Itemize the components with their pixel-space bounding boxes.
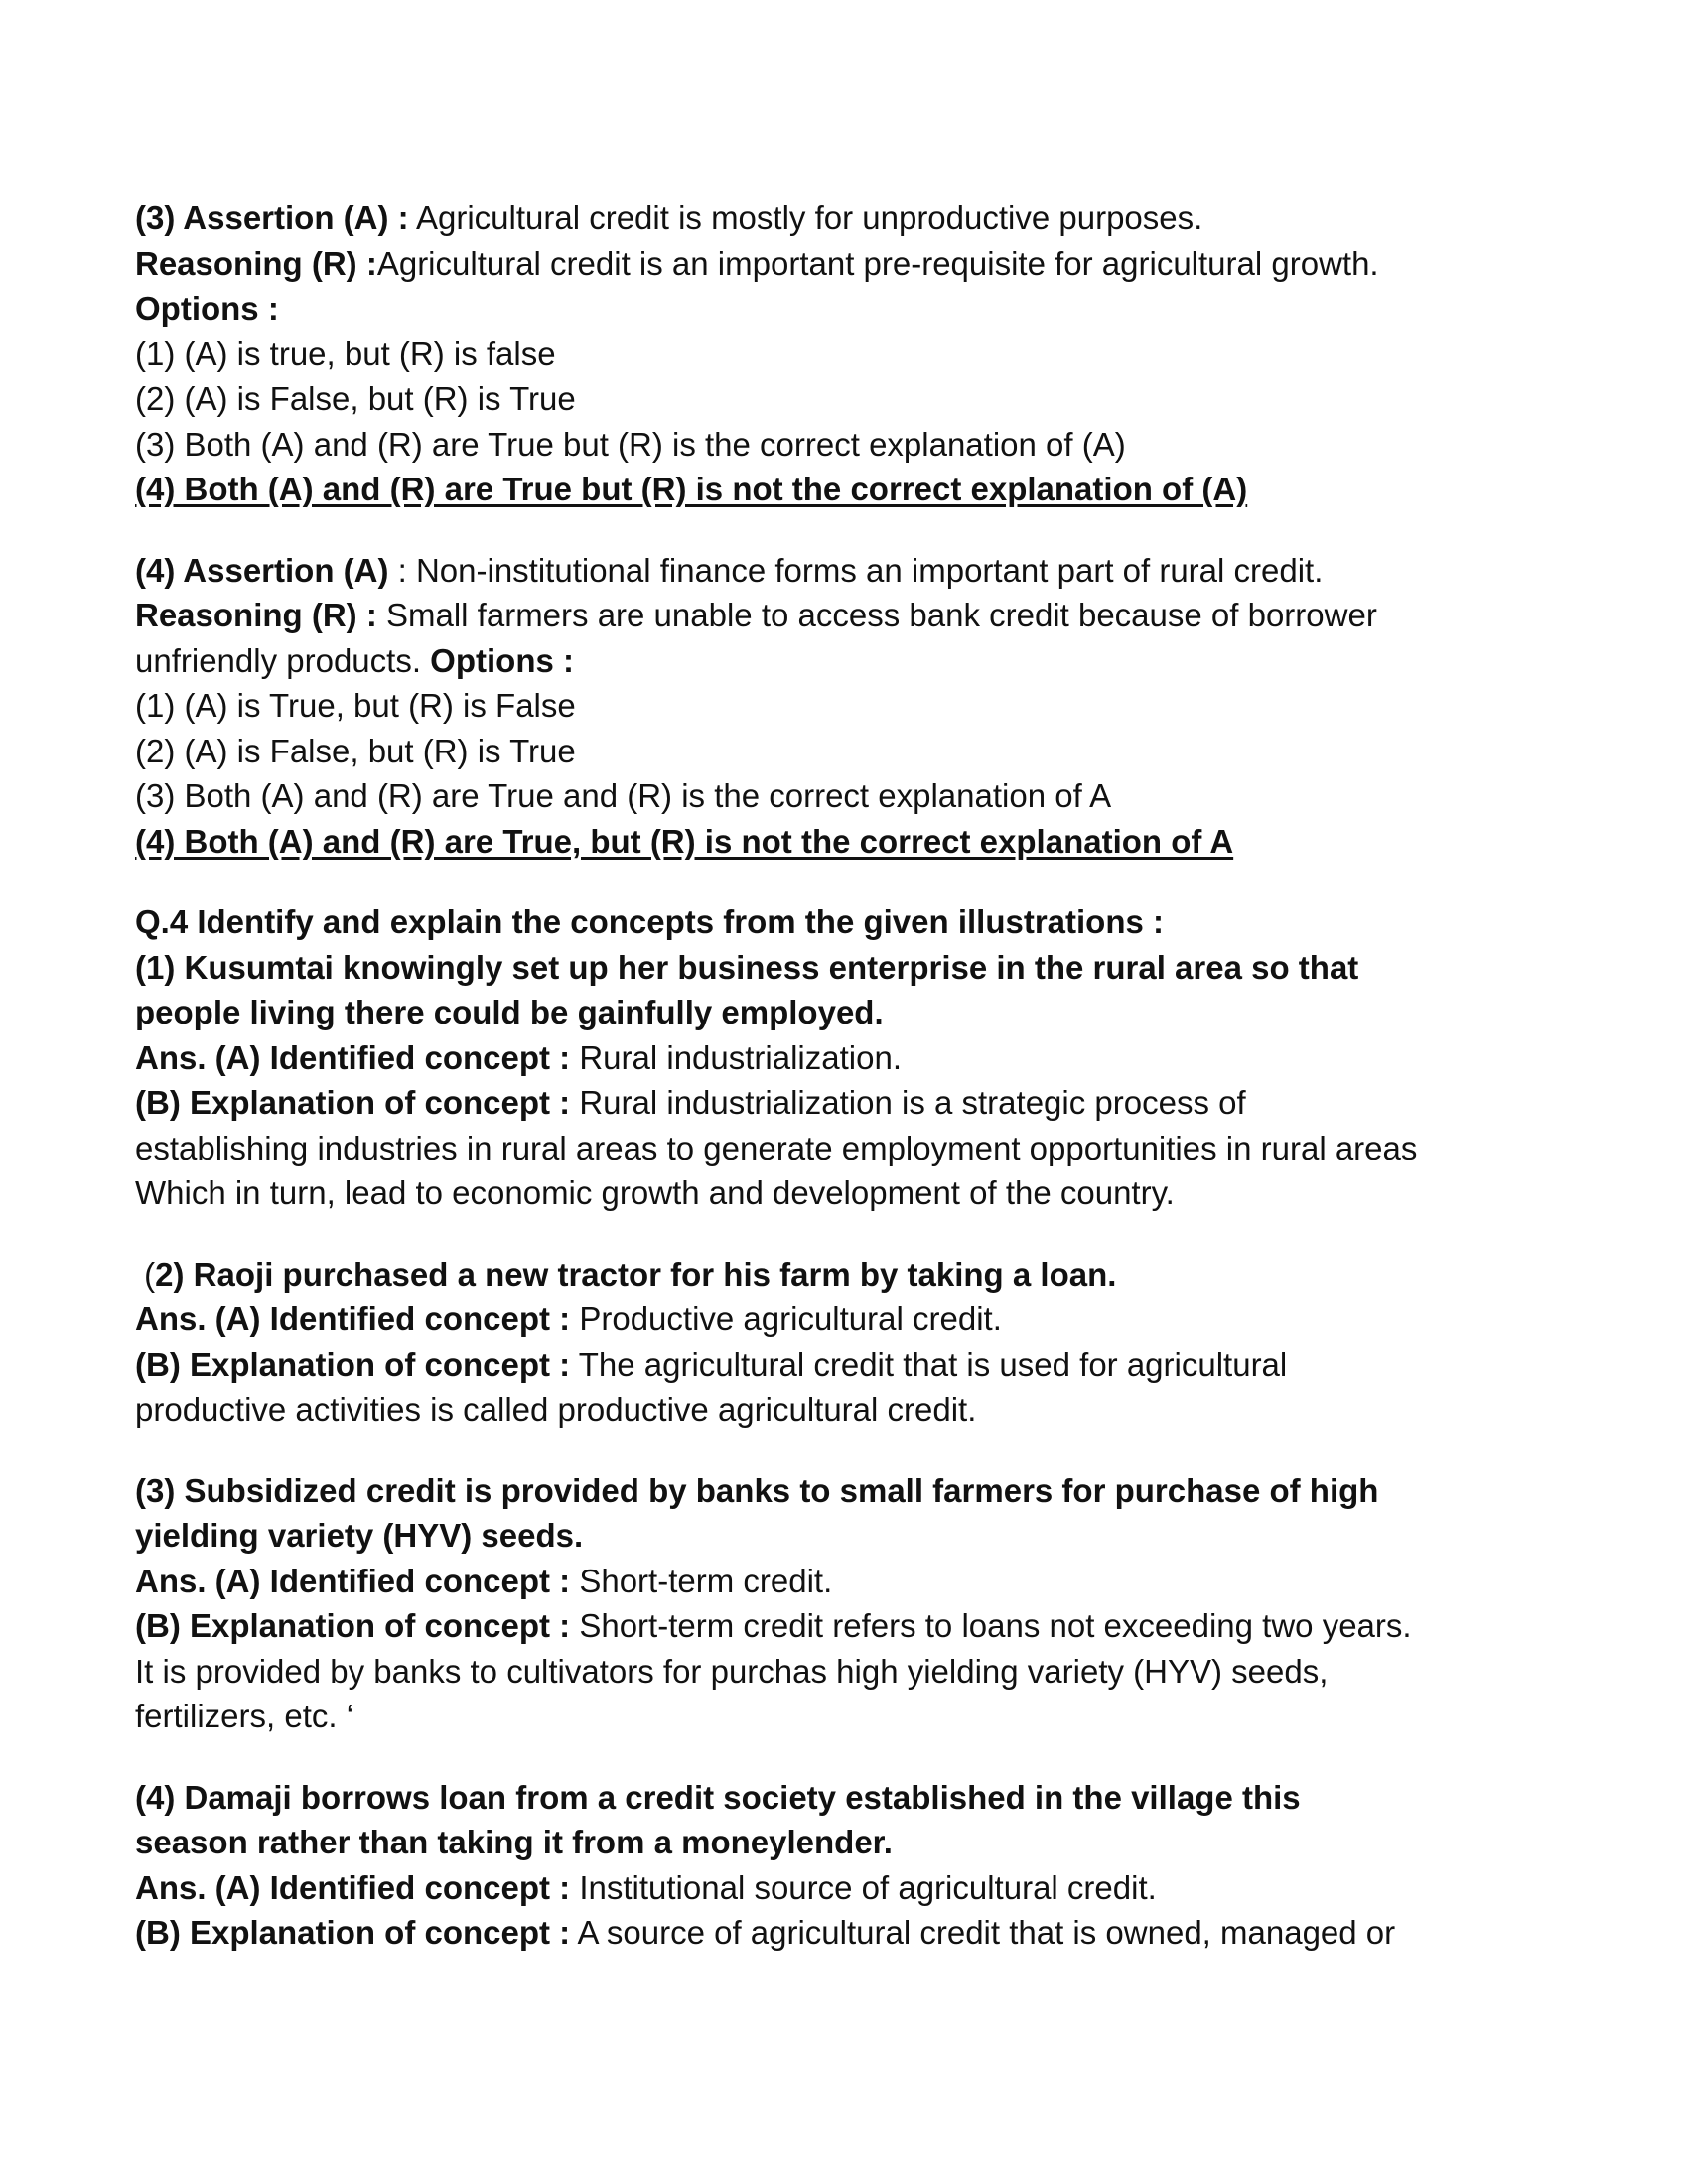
reasoning-text: Small farmers are unable to access bank credit because of borrower [376, 597, 1377, 633]
question-open-paren: ( [135, 1255, 156, 1293]
identified-text: Short-term credit. [570, 1562, 833, 1599]
question-line: yielding variety (HYV) seeds. [135, 1517, 584, 1554]
identified-label: Ans. (A) Identified concept : [135, 1562, 571, 1599]
identified-text: Rural industrialization. [570, 1038, 902, 1076]
reasoning-continuation [135, 638, 1565, 684]
identified-concept [135, 1297, 1565, 1342]
identified-concept [135, 1035, 1565, 1081]
explanation-text: A source of agricultural credit that is owned, managed or [570, 1914, 1396, 1951]
correct-answer: (4) Both (A) and (R) are True, but (R) is not the correct explanation of A [135, 822, 1234, 860]
explanation-text: Short-term credit refers to loans not exceeding two years. [570, 1607, 1412, 1644]
reasoning-line [135, 241, 1565, 287]
explanation-label: (B) Explanation of concept : [135, 1607, 571, 1644]
q4-item-2 [135, 1252, 1565, 1433]
option-1: (1) (A) is true, but (R) is false [135, 335, 556, 372]
options-label: Options : [430, 641, 574, 679]
assertion-text: Agricultural credit is mostly for unproductive purposes. [408, 200, 1203, 236]
explanation-line [135, 1080, 1565, 1126]
question-line: (3) Subsidized credit is provided by banks to small farmers for purchase of high [135, 1471, 1379, 1509]
option-3: (3) Both (A) and (R) are True but (R) is the correct explanation of (A) [135, 425, 1126, 463]
explanation-line [135, 1603, 1565, 1649]
explanation-text: fertilizers, etc. ‘ [135, 1698, 354, 1734]
explanation-label: (B) Explanation of concept : [135, 1345, 571, 1383]
option-2: (2) (A) is False, but (R) is True [135, 732, 576, 769]
explanation-text: establishing industries in rural areas to generate employment opportunities in rural areas [135, 1129, 1418, 1166]
assertion-line [135, 196, 1565, 241]
assertion-block-4 [135, 548, 1565, 865]
identified-concept [135, 1865, 1565, 1911]
explanation-label: (B) Explanation of concept : [135, 1084, 571, 1121]
identified-concept [135, 1559, 1565, 1604]
explanation-text: Rural industrialization is a strategic process of [570, 1084, 1246, 1121]
identified-text: Institutional source of agricultural credit. [570, 1868, 1157, 1906]
option-2: (2) (A) is False, but (R) is True [135, 380, 576, 417]
q4-heading: Q.4 Identify and explain the concepts from the given illustrations : [135, 903, 1165, 940]
option-3: (3) Both (A) and (R) are True and (R) is the correct explanation of A [135, 777, 1112, 814]
reasoning-text-cont: unfriendly products. [135, 641, 431, 679]
assertion-label: (3) Assertion (A) : [135, 200, 409, 236]
question-line: people living there could be gainfully employed. [135, 994, 884, 1030]
q4-item-1 [135, 945, 1565, 1216]
identified-label: Ans. (A) Identified concept : [135, 1300, 571, 1337]
document-page [135, 196, 1565, 1956]
option-1: (1) (A) is True, but (R) is False [135, 687, 576, 724]
reasoning-text: Agricultural credit is an important pre-requisite for agricultural growth. [376, 244, 1379, 282]
reasoning-line [135, 593, 1565, 638]
options-label: Options : [135, 290, 279, 327]
identified-label: Ans. (A) Identified concept : [135, 1868, 571, 1906]
identified-label: Ans. (A) Identified concept : [135, 1038, 571, 1076]
explanation-text: It is provided by banks to cultivators for purchas high yielding variety (HYV) seeds, [135, 1652, 1329, 1690]
q4-item-3 [135, 1468, 1565, 1739]
explanation-text: Which in turn, lead to economic growth and development of the country. [135, 1174, 1175, 1211]
explanation-text: productive activities is called productive agricultural credit. [135, 1391, 977, 1428]
q4-section [135, 899, 1565, 1956]
assertion-line [135, 548, 1565, 594]
question-line: season rather than taking it from a moneylender. [135, 1824, 893, 1860]
explanation-label: (B) Explanation of concept : [135, 1914, 571, 1951]
reasoning-label: Reasoning (R) : [135, 597, 377, 633]
identified-text: Productive agricultural credit. [570, 1300, 1002, 1337]
explanation-line [135, 1342, 1565, 1388]
question-text: 2) Raoji purchased a new tractor for his farm by taking a loan. [155, 1255, 1117, 1293]
q4-item-4 [135, 1775, 1565, 1956]
question-line: (1) Kusumtai knowingly set up her business enterprise in the rural area so that [135, 948, 1359, 986]
question-line: (4) Damaji borrows loan from a credit society established in the village this [135, 1778, 1301, 1816]
reasoning-label: Reasoning (R) : [135, 244, 377, 282]
assertion-block-3 [135, 196, 1565, 512]
assertion-label: (4) Assertion (A) [135, 551, 389, 589]
explanation-text: The agricultural credit that is used for agricultural [570, 1345, 1288, 1383]
question-line [135, 1252, 1565, 1297]
assertion-text: : Non-institutional finance forms an important part of rural credit. [388, 551, 1324, 589]
explanation-line [135, 1910, 1565, 1956]
correct-answer: (4) Both (A) and (R) are True but (R) is not the correct explanation of (A) [135, 471, 1248, 507]
